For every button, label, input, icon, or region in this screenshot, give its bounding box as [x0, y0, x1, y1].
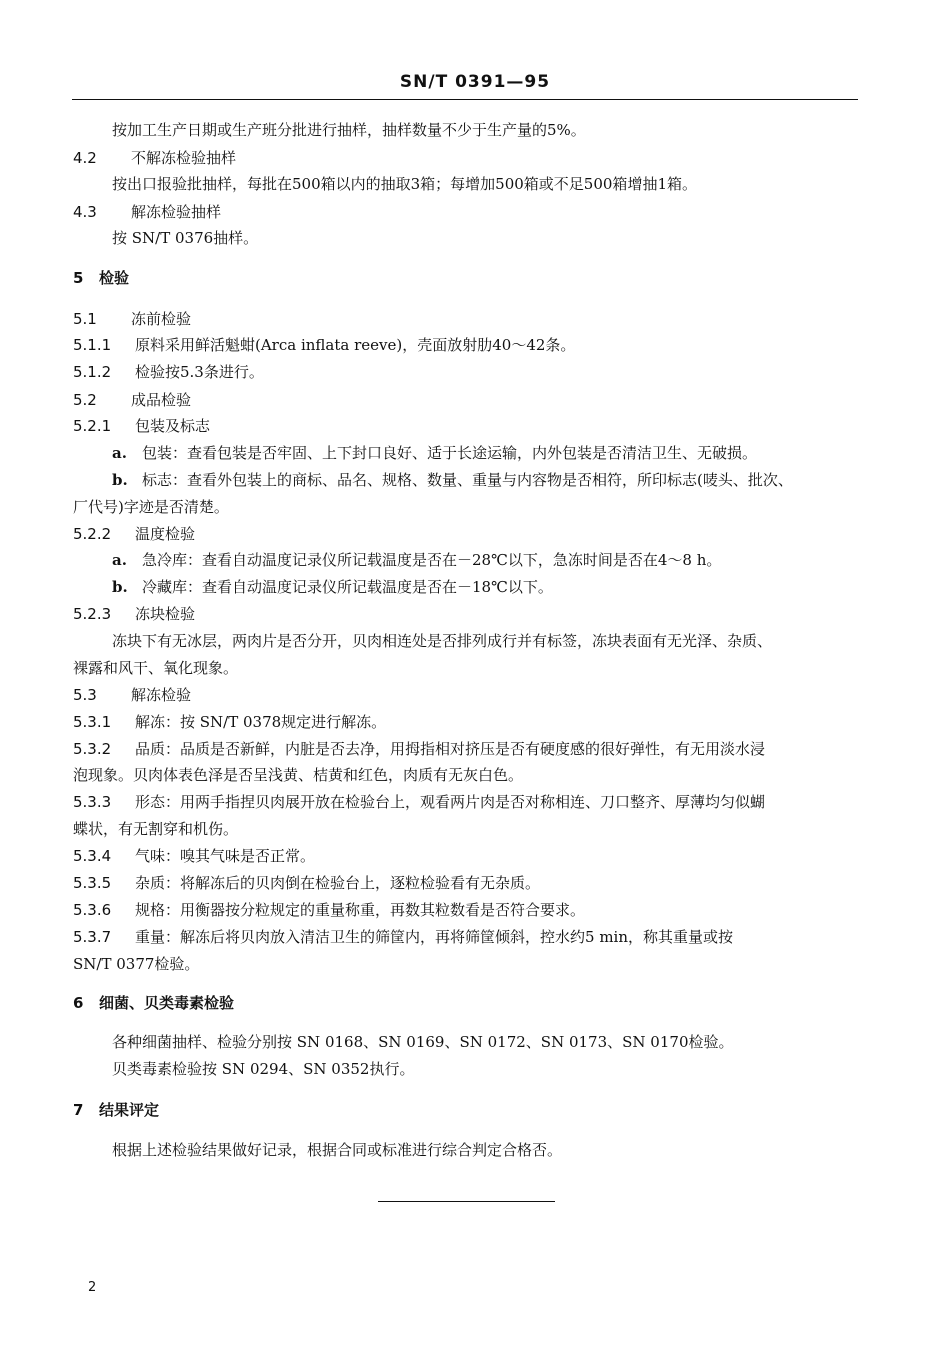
heading-5-2: [73, 390, 191, 410]
item-5-2-1-b-continued: 厂代号)字迹是否清楚。: [73, 498, 229, 516]
clause-number: 5.2.3: [73, 605, 112, 623]
clause-5-3-7-continued: SN/T 0377检验。: [73, 955, 200, 973]
clause-5-2-1: [73, 416, 210, 436]
clause-number: 5.3.2: [73, 740, 112, 758]
section-title: 不解冻检验抽样: [131, 149, 237, 167]
section-number: 5.3: [73, 686, 97, 704]
clause-title: 冻块检验: [135, 605, 196, 623]
clause-5-3-7: [73, 927, 733, 947]
section-title: 冻前检验: [131, 310, 192, 328]
clause-number: 5.3.7: [73, 928, 112, 946]
clause-5-2-2: [73, 524, 195, 544]
heading-5: [73, 268, 129, 288]
item-5-2-1-b: [112, 470, 793, 490]
para-7-1: 根据上述检验结果做好记录，根据合同或标准进行综合判定合格否。: [112, 1141, 563, 1159]
para-4-1-continued: 按加工生产日期或生产班分批进行抽样，抽样数量不少于生产量的5%。: [112, 121, 586, 139]
clause-5-3-2: [73, 739, 765, 759]
clause-title: 包装及标志: [135, 417, 211, 435]
section-number: 5: [73, 269, 84, 287]
clause-text: 品质：品质是否新鲜，内脏是否去净，用拇指相对挤压是否有硬度感的很好弹性，有无用淡水浸: [135, 740, 766, 758]
clause-5-3-4: [73, 846, 315, 866]
clause-5-3-5: [73, 873, 540, 893]
heading-5-3: [73, 685, 191, 705]
para-5-2-3-line1: 冻块下有无冰层，两肉片是否分开，贝肉相连处是否排列成行并有标签，冻块表面有无光泽、杂质、: [112, 632, 773, 650]
para-5-2-3-line2: 裸露和风干、氧化现象。: [73, 659, 239, 677]
item-text: 冷藏库：查看自动温度记录仪所记载温度是否在－18℃以下。: [142, 578, 553, 596]
para-6-2: 贝类毒素检验按 SN 0294、SN 0352执行。: [112, 1060, 415, 1078]
item-5-2-2-a: [112, 550, 721, 570]
clause-number: 5.1.1: [73, 336, 112, 354]
para-6-1: 各种细菌抽样、检验分别按 SN 0168、SN 0169、SN 0172、SN 0173、SN 0170检验。: [112, 1033, 734, 1051]
clause-number: 5.3.3: [73, 793, 112, 811]
clause-text: 原料采用鲜活魁蚶(Arca inflata reeve)，壳面放射肋40～42条。: [135, 336, 576, 354]
clause-text: 形态：用两手指捏贝肉展开放在检验台上，观看两片肉是否对称相连、刀口整齐、厚薄均匀似蝴: [135, 793, 766, 811]
clause-5-1-1: [73, 335, 575, 355]
item-text: 标志：查看外包装上的商标、品名、规格、数量、重量与内容物是否相符，所印标志(唛头、批次、: [142, 471, 793, 489]
page-number: 2: [88, 1280, 97, 1295]
section-title: 结果评定: [99, 1101, 160, 1119]
clause-text: 重量：解冻后将贝肉放入清洁卫生的筛筐内，再将筛筐倾斜，控水约5 min，称其重量或按: [135, 928, 733, 946]
clause-number: 5.3.6: [73, 901, 112, 919]
clause-5-3-6: [73, 900, 585, 920]
clause-5-3-1: [73, 712, 386, 732]
section-number: 7: [73, 1101, 84, 1119]
heading-6: [73, 993, 234, 1013]
clause-number: 5.1.2: [73, 363, 112, 381]
heading-7: [73, 1100, 159, 1120]
clause-text: 气味：嗅其气味是否正常。: [135, 847, 316, 865]
clause-5-3-3: [73, 792, 765, 812]
item-text: 急冷库：查看自动温度记录仪所记载温度是否在－28℃以下，急冻时间是否在4～8 h。: [142, 551, 722, 569]
header-rule: [72, 99, 858, 100]
clause-title: 温度检验: [135, 525, 196, 543]
heading-4-2: [73, 148, 236, 168]
clause-number: 5.2.1: [73, 417, 112, 435]
item-5-2-1-a: [112, 443, 757, 463]
clause-5-2-3: [73, 604, 195, 624]
document-code-header: SN/T 0391—95: [399, 72, 551, 92]
section-title: 成品检验: [131, 391, 192, 409]
heading-5-1: [73, 309, 191, 329]
item-5-2-2-b: [112, 577, 553, 597]
section-title: 检验: [99, 269, 130, 287]
para-4-2: 按出口报验批抽样，每批在500箱以内的抽取3箱；每增加500箱或不足500箱增抽1箱。: [112, 175, 697, 193]
clause-text: 检验按5.3条进行。: [135, 363, 264, 381]
clause-number: 5.3.5: [73, 874, 112, 892]
heading-4-3: [73, 202, 221, 222]
clause-5-1-2: [73, 362, 264, 382]
clause-number: 5.3.1: [73, 713, 112, 731]
item-text: 包装：查看包装是否牢固、上下封口良好、适于长途运输，内外包装是否清洁卫生、无破损。: [142, 444, 758, 462]
section-title: 解冻检验抽样: [131, 203, 222, 221]
item-label: a.: [112, 444, 127, 462]
section-number: 6: [73, 994, 84, 1012]
section-title: 细菌、贝类毒素检验: [99, 994, 235, 1012]
item-label: b.: [112, 578, 128, 596]
section-number: 4.2: [73, 149, 97, 167]
clause-5-3-3-continued: 蝶状，有无割穿和机伤。: [73, 820, 239, 838]
section-number: 5.2: [73, 391, 97, 409]
para-4-3: 按 SN/T 0376抽样。: [112, 229, 259, 247]
clause-text: 规格：用衡器按分粒规定的重量称重，再数其粒数看是否符合要求。: [135, 901, 586, 919]
clause-text: 解冻：按 SN/T 0378规定进行解冻。: [135, 713, 387, 731]
section-title: 解冻检验: [131, 686, 192, 704]
item-label: b.: [112, 471, 128, 489]
clause-text: 杂质：将解冻后的贝肉倒在检验台上，逐粒检验看有无杂质。: [135, 874, 541, 892]
section-number: 4.3: [73, 203, 97, 221]
clause-number: 5.2.2: [73, 525, 112, 543]
clause-5-3-2-continued: 泡现象。贝肉体表色泽是否呈浅黄、桔黄和红色，肉质有无灰白色。: [73, 766, 524, 784]
clause-number: 5.3.4: [73, 847, 112, 865]
item-label: a.: [112, 551, 127, 569]
end-of-document-rule: [378, 1201, 555, 1202]
section-number: 5.1: [73, 310, 97, 328]
